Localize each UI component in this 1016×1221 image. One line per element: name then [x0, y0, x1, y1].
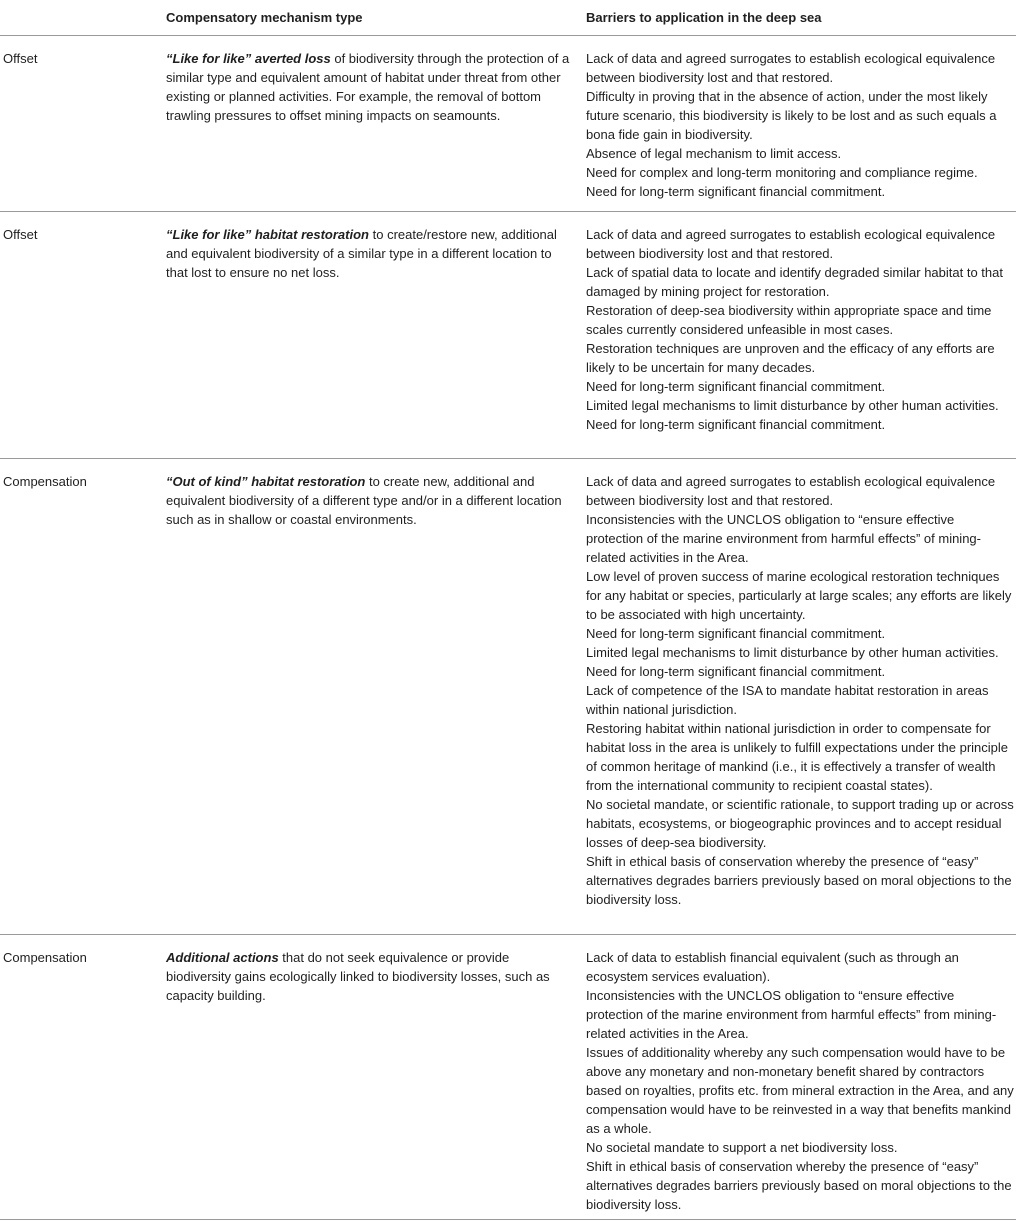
table-row: [0, 459, 1016, 935]
row-barriers: [586, 459, 1016, 934]
barrier-item: Shift in ethical basis of conservation whereby the presence of “easy” alternatives degrades barriers previously based on moral objections to the biodiversity loss.: [586, 1159, 1012, 1212]
row-mechanism: [166, 36, 586, 211]
row-category: Compensation: [3, 474, 87, 489]
barrier-item: Need for complex and long-term monitoring and compliance regime.: [586, 165, 978, 180]
barrier-item: Restoration of deep-sea biodiversity within appropriate space and time scales currently considered unfeasible in most cases.: [586, 303, 992, 337]
barrier-item: Limited legal mechanisms to limit disturbance by other human activities.: [586, 645, 999, 660]
barrier-item: Lack of data and agreed surrogates to establish ecological equivalence between biodiversity lost and that restored.: [586, 474, 996, 508]
barrier-item: Shift in ethical basis of conservation whereby the presence of “easy” alternatives degrades barriers previously based on moral objections to the biodiversity loss.: [586, 854, 1012, 907]
row-mechanism: [166, 459, 586, 934]
barrier-item: Restoration techniques are unproven and the efficacy of any efforts are likely to be uncertain for many decades.: [586, 341, 995, 375]
mechanism-description: to create/restore new, additional and equivalent biodiversity of a similar type in a different location to that lost to ensure no net loss.: [166, 227, 557, 280]
barrier-item: No societal mandate to support a net biodiversity loss.: [586, 1140, 898, 1155]
row-barriers: [586, 36, 1016, 211]
barrier-item: Lack of competence of the ISA to mandate habitat restoration in areas within national jurisdiction.: [586, 683, 989, 717]
barrier-item: Restoring habitat within national jurisdiction in order to compensate for habitat loss in the area is unlikely to fulfill expectations under the principle of common heritage of mankind (i.e., it is effectively a transfer of wealth from the international community to recipient coastal states).: [586, 721, 1009, 793]
barrier-item: Issues of additionality whereby any such compensation would have to be above any monetary and non-monetary benefit shared by contractors based on royalties, profits etc. from mineral extraction in the Area, and any compensation would have to be reinvested in a way that benefits mankind as a whole.: [586, 1045, 1014, 1136]
row-mechanism: [166, 212, 586, 458]
mechanism-lead: “Out of kind” habitat restoration: [166, 474, 366, 489]
barrier-item: Low level of proven success of marine ecological restoration techniques for any habitat or species, particularly at large scales; any efforts are likely to be associated with high uncertainty.: [586, 569, 1012, 622]
barrier-item: No societal mandate, or scientific rationale, to support trading up or across habitats, ecosystems, or biogeographic provinces and to accept residual losses of deep-sea biodiversity.: [586, 797, 1014, 850]
barrier-item: Need for long-term significant financial commitment.: [586, 379, 886, 394]
header-mechanism-type: Compensatory mechanism type: [166, 10, 363, 25]
table-header: [0, 0, 1016, 36]
row-barriers: [586, 212, 1016, 458]
barrier-item: Lack of data to establish financial equivalent (such as through an ecosystem services evaluation).: [586, 950, 959, 984]
barrier-item: Lack of data and agreed surrogates to establish ecological equivalence between biodiversity lost and that restored.: [586, 51, 996, 85]
mechanism-description: of biodiversity through the protection of a similar type and equivalent amount of habitat under threat from other existing or planned activities. For example, the removal of bottom trawling pressures to offset mining impacts on seamounts.: [166, 51, 570, 123]
table-row: [0, 36, 1016, 212]
row-category: Offset: [3, 51, 38, 66]
row-mechanism: [166, 935, 586, 1219]
barrier-item: Lack of spatial data to locate and identify degraded similar habitat to that damaged by mining project for restoration.: [586, 265, 1003, 299]
barrier-item: Inconsistencies with the UNCLOS obligation to “ensure effective protection of the marine environment from harmful effects” from mining-related activities in the Area.: [586, 988, 997, 1041]
barrier-item: Difficulty in proving that in the absence of action, under the most likely future scenario, this biodiversity is likely to be lost and as such equals a bona fide gain in biodiversity.: [586, 89, 997, 142]
barrier-item: Need for long-term significant financial commitment.: [586, 664, 886, 679]
mechanism-description: that do not seek equivalence or provide biodiversity gains ecologically linked to biodiversity losses, such as capacity building.: [166, 950, 550, 1003]
row-category: Offset: [3, 227, 38, 242]
header-category: [0, 0, 166, 35]
mechanism-description: to create new, additional and equivalent biodiversity of a different type and/or in a different location such as in shallow or coastal environments.: [166, 474, 562, 527]
mechanism-lead: Additional actions: [166, 950, 279, 965]
table-row: [0, 212, 1016, 459]
mechanism-lead: “Like for like” averted loss: [166, 51, 331, 66]
barrier-item: Need for long-term significant financial commitment.: [586, 417, 886, 432]
barrier-item: Need for long-term significant financial commitment.: [586, 626, 886, 641]
table-row: [0, 935, 1016, 1220]
barrier-item: Inconsistencies with the UNCLOS obligation to “ensure effective protection of the marine environment from harmful effects” of mining-related activities in the Area.: [586, 512, 981, 565]
mechanism-lead: “Like for like” habitat restoration: [166, 227, 369, 242]
barrier-item: Lack of data and agreed surrogates to establish ecological equivalence between biodiversity lost and that restored.: [586, 227, 996, 261]
header-barriers: Barriers to application in the deep sea: [586, 10, 822, 25]
row-barriers: [586, 935, 1016, 1219]
barrier-item: Limited legal mechanisms to limit disturbance by other human activities.: [586, 398, 999, 413]
barrier-item: Absence of legal mechanism to limit access.: [586, 146, 842, 161]
row-category: Compensation: [3, 950, 87, 965]
barrier-item: Need for long-term significant financial commitment.: [586, 184, 886, 199]
